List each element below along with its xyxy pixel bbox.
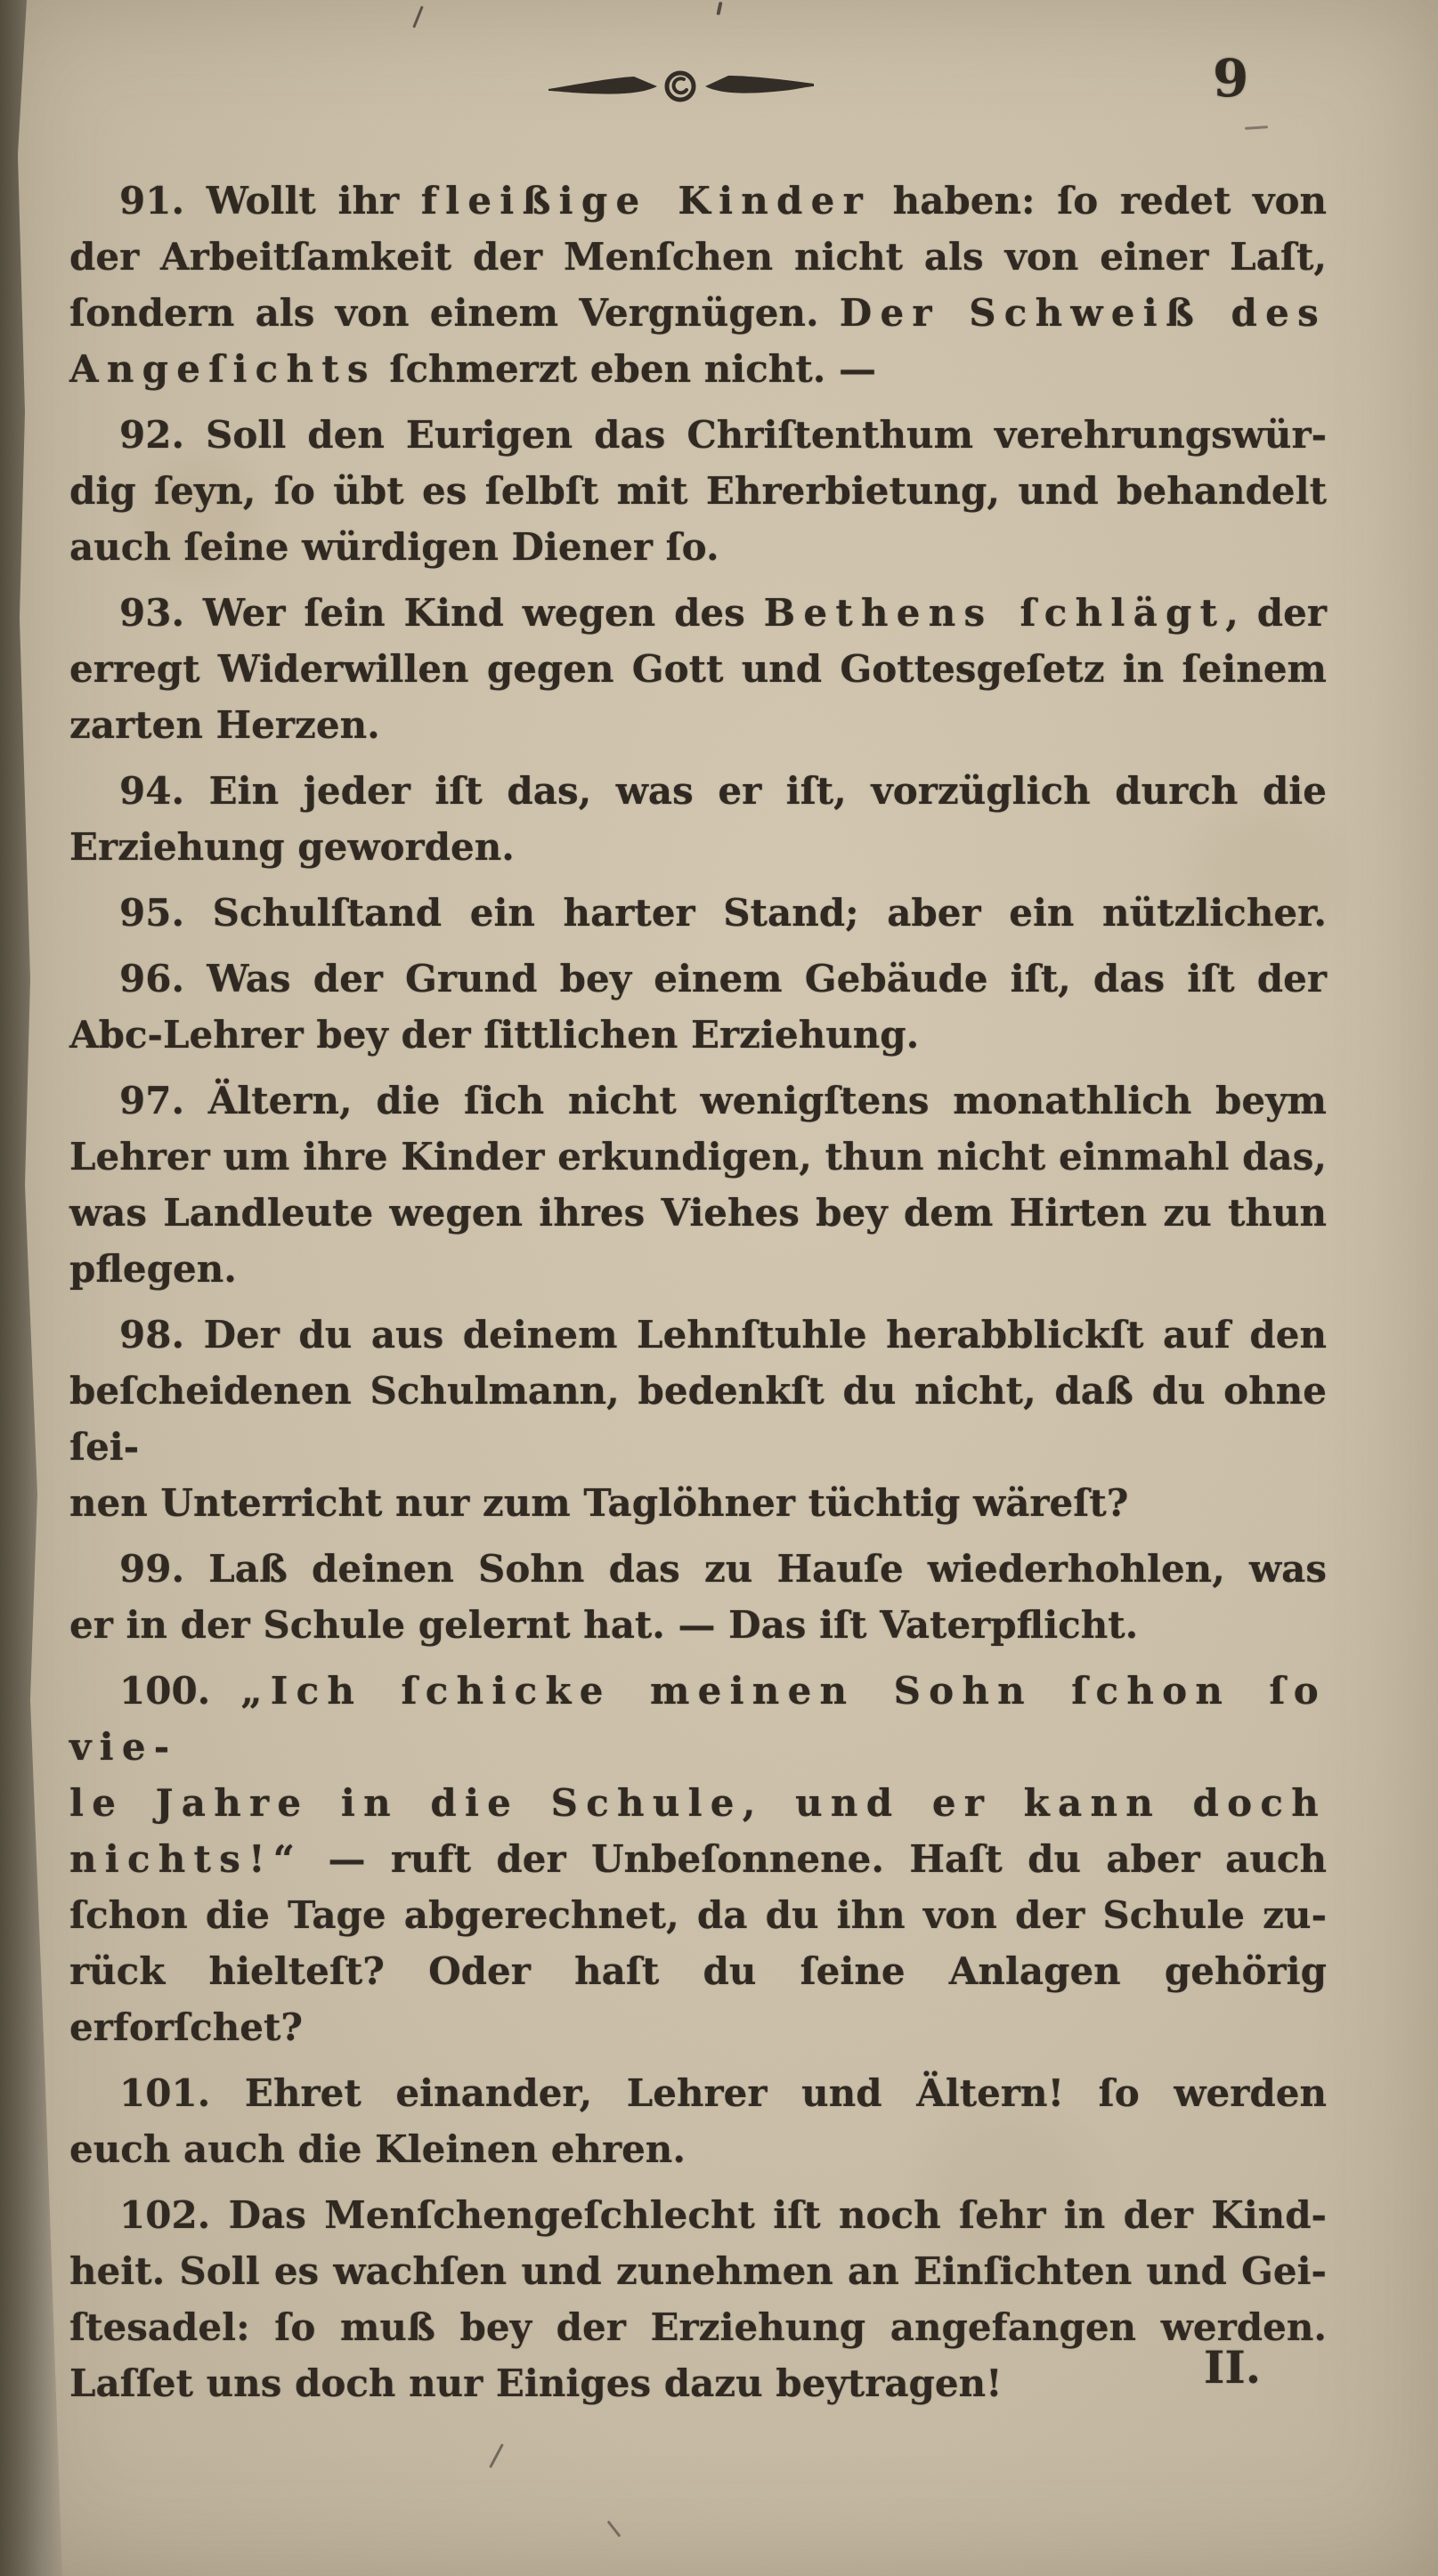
letterspaced-emphasis: Bethens ſchlägt — [763, 591, 1226, 635]
paragraph-96 — [69, 951, 1327, 1063]
text-run: rück hielteſt? Oder haſt du ſeine Anlagen gehörig erforſchet? — [69, 1949, 1327, 2049]
paragraph-99 — [69, 1541, 1327, 1653]
paragraph-line — [69, 1129, 1327, 1185]
stray-ink-mark — [607, 2520, 622, 2537]
paragraph-93 — [69, 585, 1327, 753]
paragraph-line — [69, 1775, 1327, 1831]
paragraph-line — [69, 2299, 1327, 2355]
paragraph-line — [69, 1307, 1327, 1363]
paragraph-line — [69, 2243, 1327, 2299]
text-run: haben: ſo redet von — [870, 179, 1327, 223]
text-run: 95. Schulſtand ein harter Stand; aber ein nützlicher. — [119, 891, 1327, 935]
paragraph-line — [69, 1887, 1327, 1943]
text-run: 100. — [119, 1669, 241, 1713]
paragraph-line — [69, 1185, 1327, 1241]
paragraph-94 — [69, 763, 1327, 875]
text-block — [69, 173, 1327, 2421]
signature-mark: II. — [1204, 2341, 1262, 2394]
paragraph-line — [69, 2065, 1327, 2121]
book-gutter-edge — [0, 0, 69, 2576]
paragraph-line — [69, 1363, 1327, 1475]
text-run: 101. Ehret einander, Lehrer und Ältern! ſo werden — [119, 2071, 1327, 2115]
text-run: heit. Soll es wachſen und zunehmen an Einſichten und Gei- — [69, 2249, 1327, 2293]
letterspaced-emphasis: le Jahre in die Schule, und er kann doch — [69, 1781, 1327, 1825]
paragraph-line — [69, 1597, 1327, 1653]
paragraph-line — [69, 1073, 1327, 1129]
paragraph-101 — [69, 2065, 1327, 2177]
paragraph-line — [69, 641, 1327, 697]
text-run: , der — [1225, 591, 1327, 635]
text-run: der Arbeitſamkeit der Menſchen nicht als von einer Laſt, — [69, 235, 1327, 279]
page-number: 9 — [1213, 48, 1249, 109]
paragraph-line — [69, 763, 1327, 819]
text-run: 94. Ein jeder iſt das, was er iſt, vorzüglich durch die — [119, 769, 1327, 813]
letterspaced-emphasis: nichts!“ — [69, 1837, 304, 1881]
text-run: dig ſeyn, ſo übt es ſelbſt mit Ehrerbietung, und behandelt — [69, 469, 1327, 513]
paragraph-95 — [69, 885, 1327, 941]
paragraph-line — [69, 173, 1327, 229]
text-run: 99. Laß deinen Sohn das zu Hauſe wiederhohlen, was — [119, 1547, 1327, 1591]
text-run: 91. Wollt ihr — [119, 179, 421, 223]
paragraph-line — [69, 2187, 1327, 2243]
paragraph-line — [69, 951, 1327, 1007]
text-run: was Landleute wegen ihres Viehes bey dem Hirten zu thun — [69, 1191, 1327, 1235]
text-run: 98. Der du aus deinem Lehnſtuhle herabblickſt auf den — [119, 1313, 1327, 1357]
stray-ink-mark — [489, 2443, 504, 2468]
text-run: Laſſet uns doch nur Einiges dazu beytragen! — [69, 2361, 1003, 2405]
paragraph-line — [69, 1663, 1327, 1775]
paragraph-line — [69, 229, 1327, 285]
text-run: auch ſeine würdigen Diener ſo. — [69, 525, 719, 569]
text-run: Abc-Lehrer bey der ſittlichen Erziehung. — [69, 1013, 920, 1057]
text-run: 96. Was der Grund bey einem Gebäude iſt, das iſt der — [119, 957, 1327, 1000]
paragraph-line — [69, 285, 1327, 341]
paragraph-91 — [69, 173, 1327, 397]
paragraph-line — [69, 2121, 1327, 2177]
head-ornament-icon — [545, 61, 817, 114]
paragraph-line — [69, 1007, 1327, 1063]
text-run: beſcheidenen Schulmann, bedenkſt du nicht, daß du ohne ſei- — [69, 1369, 1327, 1469]
paragraph-98 — [69, 1307, 1327, 1531]
text-run: 102. Das Menſchengeſchlecht iſt noch ſehr in der Kind- — [119, 2193, 1327, 2237]
text-run: ſtesadel: ſo muß bey der Erziehung angefangen werden. — [69, 2305, 1327, 2349]
text-run: zarten Herzen. — [69, 703, 380, 747]
paragraph-line — [69, 341, 1327, 397]
text-run: Erziehung geworden. — [69, 825, 515, 869]
paragraph-line — [69, 885, 1327, 941]
letterspaced-emphasis: „Ich ſchicke meinen Sohn ſchon ſo vie- — [69, 1669, 1327, 1769]
text-run: ſchon die Tage abgerechnet, da du ihn von der Schule zu- — [69, 1893, 1327, 1937]
paragraph-100 — [69, 1663, 1327, 2055]
text-run: 97. Ältern, die ſich nicht wenigſtens monathlich beym — [119, 1079, 1327, 1122]
page-header — [0, 0, 1438, 160]
text-run: — ruft der Unbeſonnene. Haſt du aber auch — [303, 1837, 1327, 1881]
paragraph-line — [69, 1831, 1327, 1887]
paragraph-line — [69, 407, 1327, 463]
paragraph-92 — [69, 407, 1327, 575]
paragraph-line — [69, 1943, 1327, 2055]
text-run: nen Unterricht nur zum Taglöhner tüchtig wäreſt? — [69, 1481, 1129, 1525]
paragraph-line — [69, 697, 1327, 753]
text-run: euch auch die Kleinen ehren. — [69, 2127, 686, 2171]
text-run: pflegen. — [69, 1247, 237, 1291]
letterspaced-emphasis: Der Schweiß des — [839, 291, 1327, 335]
letterspaced-emphasis: Angeſichts — [69, 347, 377, 391]
paragraph-line — [69, 1475, 1327, 1531]
paragraph-line — [69, 519, 1327, 575]
letterspaced-emphasis: fleißige Kinder — [420, 179, 871, 223]
paragraph-line — [69, 463, 1327, 519]
text-run: Lehrer um ihre Kinder erkundigen, thun nicht einmahl das, — [69, 1135, 1327, 1179]
paragraph-line — [69, 1541, 1327, 1597]
paragraph-line — [69, 585, 1327, 641]
text-run: ſondern als von einem Vergnügen. — [69, 291, 840, 335]
paragraph-line — [69, 1241, 1327, 1297]
paragraph-97 — [69, 1073, 1327, 1297]
paragraph-102 — [69, 2187, 1327, 2411]
paragraph-line — [69, 2355, 1327, 2411]
text-run: ſchmerzt eben nicht. — — [376, 347, 876, 391]
text-run: 92. Soll den Eurigen das Chriſtenthum verehrungswür- — [119, 413, 1327, 457]
text-run: er in der Schule gelernt hat. — Das iſt Vaterpflicht. — [69, 1603, 1139, 1647]
text-run: 93. Wer ſein Kind wegen des — [119, 591, 764, 635]
text-run: erregt Widerwillen gegen Gott und Gottesgeſetz in ſeinem — [69, 647, 1327, 691]
paragraph-line — [69, 819, 1327, 875]
